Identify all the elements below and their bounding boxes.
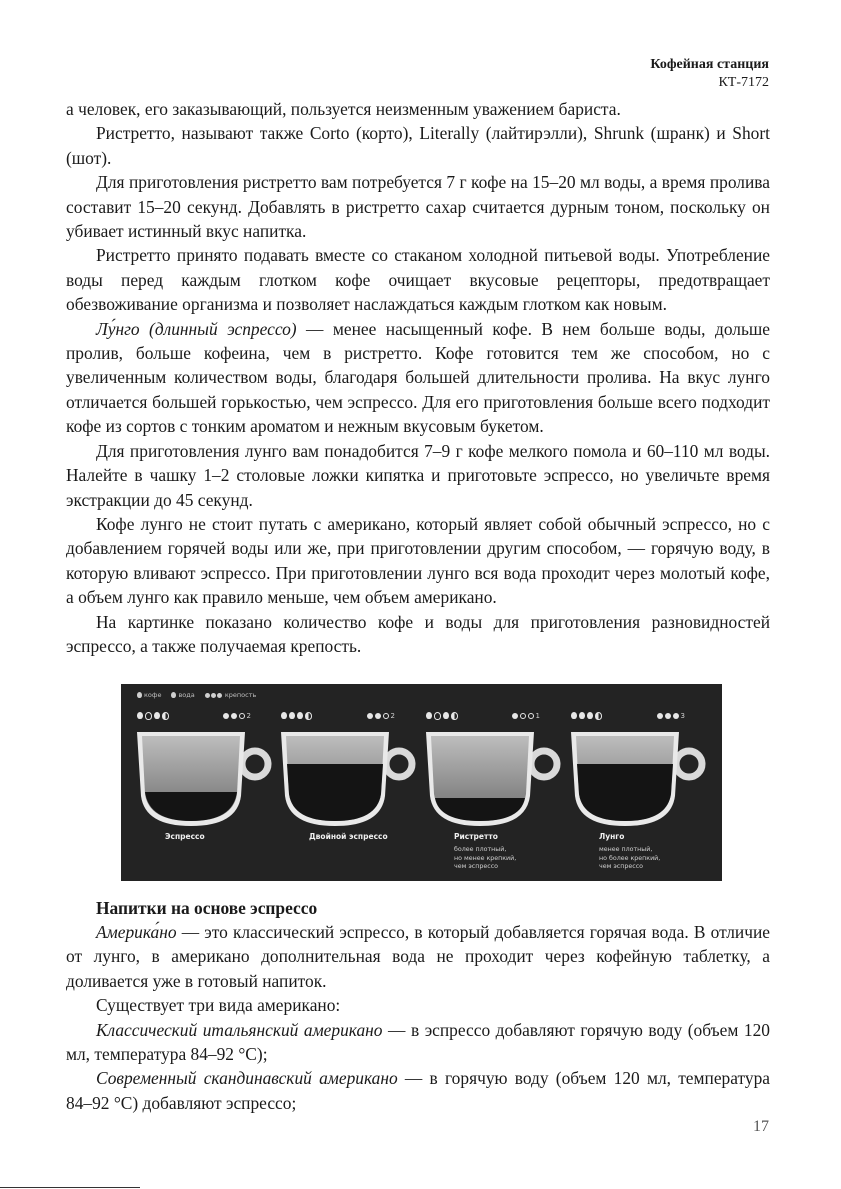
legend-water: вода [171, 691, 194, 699]
cup-illustration [420, 726, 570, 836]
cup-illustration [565, 726, 715, 836]
legend-coffee: кофе [137, 691, 161, 699]
paragraph: Ристретто принято подавать вместе со стаканом холодной питьевой воды. Употребление воды перед каждым глотком кофе очищает вкусовые рецепторы, предотвращает обезвоживание организма и позволяет наслаждаться каждым глотком как новым. [66, 245, 770, 315]
water-drop-icon [579, 712, 585, 719]
strength-dot-icon [657, 713, 663, 719]
cup-description: менее плотный, но более крепкий, чем эспрессо [599, 846, 661, 870]
cup-description: более плотный, но менее крепкий, чем эспрессо [454, 846, 517, 870]
term-lungo: Лу́нго (длинный эспрессо) [96, 318, 297, 339]
coffee-bean-icon [305, 712, 312, 720]
proportion-icons [137, 712, 169, 720]
paragraph-classic: Классический итальянский американо — в эспрессо добавляют горячую воду (объем 120 мл, температура 84–92 °C); [66, 1019, 770, 1065]
term-modern: Современный скандинавский американо [96, 1068, 398, 1089]
strength-dot-icon [375, 713, 381, 719]
water-drop-icon [145, 712, 152, 720]
water-drop-icon [571, 712, 577, 719]
legend-strength: крепость [205, 691, 257, 699]
header-model: КТ-7172 [718, 75, 769, 90]
paragraph-modern: Современный скандинавский американо — в горячую воду (объем 120 мл, температура 84–92 °C) добавляют эспрессо; [66, 1068, 771, 1113]
coffee-bean-icon [587, 712, 593, 719]
water-drop-icon [289, 712, 295, 719]
paragraph: Для приготовления лунго вам понадобится 7–9 г кофе мелкого помола и 60–110 мл воды. Налейте в чашку 1–2 столовые ложки кипятка и приготовьте эспрессо, но увеличьте время экстракции до 45 секунд. [66, 440, 770, 510]
strength-indicator: 2 [223, 712, 251, 720]
cup-illustration [275, 726, 425, 836]
paragraph: На картинке показано количество кофе и воды для приготовления разновидностей эспрессо, а также получаемая крепость. [66, 611, 770, 656]
cup-name: Двойной эспрессо [309, 832, 388, 841]
strength-dot-icon [223, 713, 229, 719]
coffee-bean-icon [297, 712, 303, 719]
strength-dot-icon [665, 713, 671, 719]
text-block-bottom [66, 920, 770, 1115]
text-block-top [66, 97, 770, 658]
strength-dot-icon [231, 713, 237, 719]
paragraph: а человек, его заказывающий, пользуется неизменным уважением бариста. [66, 99, 621, 119]
strength-dot-icon [673, 713, 679, 719]
cup-illustration [131, 726, 281, 836]
running-header [650, 56, 769, 92]
strength-dot-icon [239, 713, 245, 719]
coffee-bean-icon [162, 712, 169, 720]
water-drop-icon [137, 712, 143, 719]
paragraph-americano: Америка́но — это классический эспрессо, в который добавляется горячая вода. В отличие от лунго, в американо дополнительная вода не проходит через кофейную таблетку, а доливается уже в готовый напиток. [66, 922, 770, 991]
strength-indicator: 2 [367, 712, 395, 720]
figure-legend [137, 691, 256, 699]
term-americano: Америка́но [96, 922, 177, 942]
strength-dot-icon [528, 713, 534, 719]
proportion-icons [281, 712, 312, 720]
cup-name: Ристретто [454, 832, 498, 841]
strength-dot-icon [383, 713, 389, 719]
cup-espresso [137, 712, 267, 877]
cup-double-espresso [281, 712, 411, 877]
page-number: 17 [753, 1118, 769, 1135]
espresso-comparison-figure [121, 684, 722, 881]
term-classic: Классический итальянский американо [96, 1019, 383, 1040]
strength-dot-icon [512, 713, 518, 719]
cup-name: Эспрессо [165, 832, 205, 841]
coffee-bean-icon [137, 692, 142, 698]
water-drop-icon [171, 692, 176, 698]
paragraph: Кофе лунго не стоит путать с американо, который являет собой обычный эспрессо, но с добавлением горячей воды или же, при приготовлении другим способом, — горячую воду, в которую вливают эспрессо. При приготовлении лунго вся вода проходит через молотый кофе, а объем лунго как правило меньше, чем объем американо. [66, 513, 770, 608]
coffee-bean-icon [595, 712, 602, 720]
strength-dot-icon [367, 713, 373, 719]
strength-indicator: 1 [512, 712, 540, 720]
coffee-bean-icon [154, 712, 160, 719]
coffee-bean-icon [451, 712, 458, 720]
water-drop-icon [426, 712, 432, 719]
paragraph: Для приготовления ристретто вам потребуется 7 г кофе на 15–20 мл воды, а время пролива составит 15–20 секунд. Добавлять в ристретто сахар считается дурным тоном, поскольку он убивает истинный вкус напитка. [66, 172, 770, 242]
cup-ristretto [426, 712, 556, 877]
strength-dot-icon [520, 713, 526, 719]
coffee-bean-icon [443, 712, 449, 719]
footer-rule [0, 1187, 140, 1188]
cup-name: Лунго [599, 832, 625, 841]
strength-dot-icon [205, 693, 210, 698]
water-drop-icon [281, 712, 287, 719]
paragraph: Ристретто, называют также Corto (корто), Literally (лайтирэлли), Shrunk (шранк) и Short (шот). [66, 123, 770, 168]
strength-indicator: 3 [657, 712, 685, 720]
lungo-text: — менее насыщенный кофе. В нем больше воды, дольше пролив, больше кофеина, чем в ристретто. Кофе готовится тем же способом, но с увеличенным количеством воды, благодаря большей длительности пролива. На вкус лунго отличается большей горькостью, чем эспрессо. Для его приготовления больше всего подходит кофе из сортов с тонким ароматом и нежным вкусовым букетом. [66, 318, 771, 437]
water-drop-icon [434, 712, 441, 720]
paragraph: Существует три вида американо: [96, 995, 341, 1016]
section-heading: Напитки на основе эспрессо [96, 898, 318, 918]
proportion-icons [426, 712, 458, 720]
proportion-icons [571, 712, 602, 720]
paragraph-lungo [66, 317, 770, 439]
header-title: Кофейная станция [650, 57, 769, 72]
cup-lungo [571, 712, 701, 877]
